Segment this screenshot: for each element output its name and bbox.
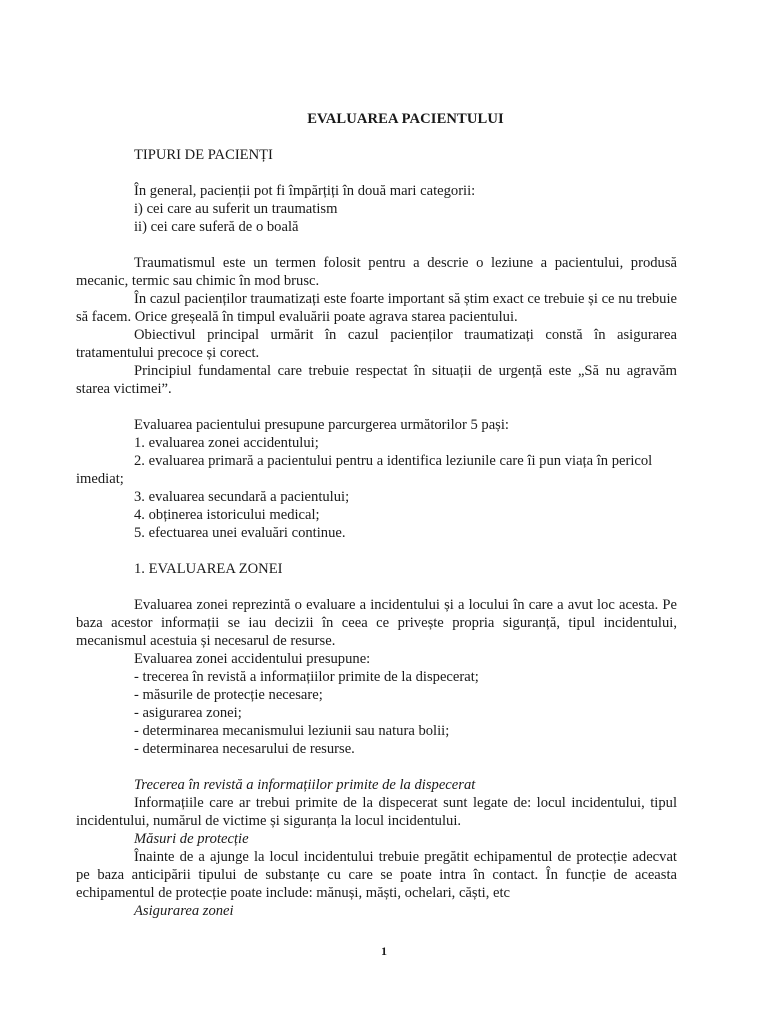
intro-line: În general, pacienții pot fi împărțiți în două mari categorii: [134, 183, 476, 199]
paragraph-principle: Principiul fundamental care trebuie respectat în situații de urgență este „Să nu agravăm starea victimei”. [76, 363, 677, 397]
subheading-dispatch-info: Trecerea în revistă a informațiilor primite de la dispecerat [134, 777, 476, 793]
step-item: 2. evaluarea primară a pacientului pentru a identifica leziunile care îi pun viața în pericol imediat; [76, 453, 653, 487]
page-number: 1 [381, 944, 387, 958]
spacer [134, 236, 677, 254]
paragraph-objective: Obiectivul principal urmărit în cazul pacienților traumatizați constă în asigurarea tratamentului precoce și corect. [76, 327, 677, 361]
paragraph-trauma-importance: În cazul pacienților traumatizați este foarte important să știm exact ce trebuie și ce nu trebuie să facem. Orice greșeală în timpul evaluării poate agrava starea pacientului. [76, 291, 677, 325]
zone-list-item: - trecerea în revistă a informațiilor primite de la dispecerat; [134, 669, 479, 685]
spacer [134, 542, 677, 560]
spacer [134, 398, 677, 416]
paragraph-dispatch-info: Informațiile care ar trebui primite de la dispecerat sunt legate de: locul incidentului, tipul incidentului, numărul de victime și siguranța la locul incidentului. [76, 795, 677, 829]
subheading-zone-securing: Asigurarea zonei [134, 903, 234, 919]
section-heading-zone-evaluation: 1. EVALUAREA ZONEI [134, 561, 283, 577]
zone-list-item: - asigurarea zonei; [134, 705, 242, 721]
document-body [76, 110, 677, 920]
step-item: 3. evaluarea secundară a pacientului; [134, 489, 350, 505]
intro-category-1: i) cei care au suferit un traumatism [134, 201, 338, 217]
step-item: 5. efectuarea unei evaluări continue. [134, 525, 346, 541]
paragraph-zone-evaluation: Evaluarea zonei reprezintă o evaluare a incidentului și a locului în care a avut loc acesta. Pe baza acestor informații se iau decizii în ceea ce privește propria siguranță, tipul incidentului, mecanismul acestuia și necesarul de resurse. [76, 597, 677, 649]
subheading-protection: Măsuri de protecție [134, 831, 249, 847]
zone-list-item: - determinarea mecanismului leziunii sau natura bolii; [134, 723, 450, 739]
intro-category-2: ii) cei care suferă de o boală [134, 219, 299, 235]
paragraph-trauma-definition: Traumatismul este un termen folosit pentru a descrie o leziune a pacientului, produsă mecanic, termic sau chimic în mod brusc. [76, 255, 677, 289]
zone-list-item: - determinarea necesarului de resurse. [134, 741, 355, 757]
step-item: 4. obținerea istoricului medical; [134, 507, 320, 523]
spacer [134, 758, 677, 776]
step-item: 1. evaluarea zonei accidentului; [134, 435, 319, 451]
document-title: EVALUAREA PACIENTULUI [307, 111, 504, 127]
zone-list-intro: Evaluarea zonei accidentului presupune: [134, 651, 371, 667]
section-heading-patient-types: TIPURI DE PACIENȚI [134, 147, 273, 163]
paragraph-protection: Înainte de a ajunge la locul incidentului trebuie pregătit echipamentul de protecție adecvat pe baza anticipării tipului de substanțe cu care se poate intra în contact. În funcție de aceasta echipamentul de protecție poate include: mănuși, măști, ochelari, căști, etc [76, 849, 677, 901]
steps-intro: Evaluarea pacientului presupune parcurgerea următorilor 5 pași: [134, 417, 509, 433]
zone-list-item: - măsurile de protecție necesare; [134, 687, 323, 703]
